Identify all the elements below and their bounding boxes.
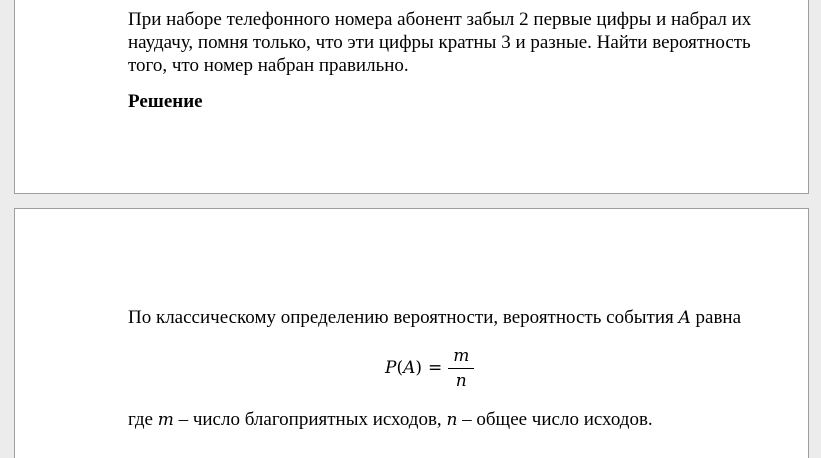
formula-argument: A <box>403 358 416 378</box>
formula-equals: = <box>428 358 443 378</box>
problem-statement: При наборе телефонного номера абонент забыл 2 первые цифры и набрал их наудачу, помня только, что эти цифры кратны 3 и разные. Найти вероятность того, что номер набран правильно. <box>128 9 752 76</box>
event-symbol: A <box>678 308 691 328</box>
formula-fraction <box>448 346 474 391</box>
definition-suffix: равна <box>690 307 742 328</box>
definition-paragraph <box>128 306 741 330</box>
m-description: – число благоприятных исходов, <box>173 409 447 430</box>
m-symbol: m <box>157 410 174 430</box>
variables-explanation <box>128 408 653 432</box>
probability-formula <box>385 343 474 393</box>
n-description: – общее число исходов. <box>457 409 653 430</box>
formula-numerator: m <box>453 345 470 366</box>
formula-function: P <box>385 358 397 378</box>
where-prefix: где <box>128 409 158 430</box>
solution-heading: Решение <box>128 91 203 112</box>
n-symbol: n <box>446 410 458 430</box>
document-page-1 <box>14 0 809 194</box>
document-page-2 <box>14 208 809 458</box>
formula-lhs <box>385 358 422 378</box>
formula-close-paren: ) <box>415 358 423 378</box>
formula-denominator: n <box>455 370 467 391</box>
formula-open-paren: ( <box>396 358 404 378</box>
definition-text: По классическому определению вероятности, вероятность события <box>128 307 679 328</box>
